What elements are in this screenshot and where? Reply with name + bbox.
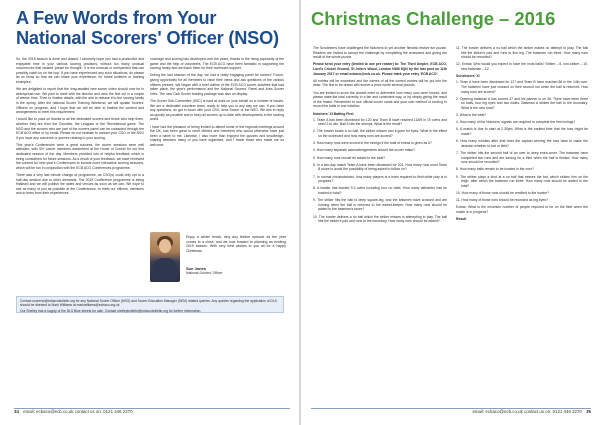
question: 3. What is the total? (456, 113, 486, 118)
footer (311, 409, 591, 415)
paragraph: So, the 2018 season is done and dusted. I sincerely hope you had a productive and enjoyable time in your various scoring positions, without too many unusual occurrences that caused 'pause for thought'. It is the unusual or unexpected that can possibly catch us on the hop. If you have experienced any such situations, do please let us know so that we can share your experience, for future bulletins or training examples. (16, 57, 144, 84)
article-column-1 (16, 57, 144, 293)
question: 11. The bowler delivers a no ball which the striker makes no attempt to play. The ball hits the striker's pad and runs to fine-leg. The batsmen run three. How many runs should be recorded? (456, 46, 588, 60)
paragraph: This year's Conferences were a great success; the scorer sessions were well attended, with 40+ scorer members assembled at the Home of Cricket for our first dedicated session of the day. Members provided lots of helpful feedback which is being considered for future sessions. As a result of your feedback, we have reviewed the content for next year's Conferences to include more interactive scoring sessions, which will be run in conjunction with the ECB ACO Conferences programme. (16, 142, 144, 170)
photo-body (153, 258, 177, 282)
challenge-column-1 (313, 46, 447, 376)
paragraph: All entries will be examined and the names of all the correct entries will be put into the draw. The first to be drawn will receive a prize worth several pounds. (313, 78, 447, 88)
question: 6. How many minutes after that does the captain winning the toss have to make the decision whether to bat or field? (456, 139, 588, 148)
paragraph: The Scrutineers have challenged the Notchers to yet another fiendish festive fun puzzle. Readers are invited to accept the challenge by completing the crossword and giving the result of the whole puzzle. (313, 46, 447, 60)
paragraph: We are delighted to report that the long-awaited new scorer video should now be in widespread use. We plan to meet with the director and view the first cut in a couple of weeks' time. Then to finalise details, with the aim to release it to the scoring family in the spring. After the national Scorer Training Weekend, we will update Scorers' Officers on progress, and I hope that we will be able to finalise the content and arrangements to meet this requirement. (16, 87, 144, 115)
footer-contact: email: ecbaco@ecb.co.uk contact us on: 0121 446 2270 (23, 409, 133, 414)
page-number: 34 (14, 409, 19, 414)
question: 5. A match is due to start at 2.30pm. What is the earliest time that the toss might be made? (456, 127, 588, 137)
question: 10. The bowler delivers a no ball which the striker misses in attempting to play. The ball hits the striker's pad and runs to the boundary. How many runs should be added? (313, 214, 447, 224)
section-heading: Notchers' XI Batting First (313, 111, 354, 116)
paragraph: Please send your entry (limited to one per reader) to: The Third Umpire, ECB ACO, Lord's Cricket Ground, St John's Wood, London NW8 8QN by the last post on 11th January 2017 or email ecbaco@ecb.co.uk. Please mark your entry 'ECB ACO'. (313, 62, 447, 76)
question: 11. How many of those runs should be recorded as leg byes? (456, 198, 548, 203)
question: 12. Extras: Who would you expect to have the most balls? Striker – 8, non-striker – 10, new batsman – 12. (456, 62, 588, 71)
challenge-column-2 (456, 46, 588, 376)
photo-face (159, 239, 171, 253)
paragraph: coverage and scoring has developed over the years, thanks to the rising popularity of the game and the help of volunteers. The ECB ACO have been fantastic in supporting the scoring family and we thank them for their continued support. (150, 57, 284, 71)
right-page (301, 0, 600, 425)
challenge-title: Christmas Challenge – 2016 (311, 8, 556, 29)
question: 3. How many runs were scored in the innings if the total of extras is given as 6? (313, 141, 432, 146)
question: 7. In normal circumstances, how many players is a team required to field while play is in progress? (313, 174, 447, 184)
question: 8. A bowler has bowled 9.3 overs including four no balls. How many deliveries has he bowled in total? (313, 186, 447, 195)
footer (14, 409, 290, 415)
question: 5. How many runs should be added to the total? (313, 155, 386, 160)
contact-line: Our Shelley has a supply of the DLS Blue sheets for sale. Contact shelleybulletin@ecbacobulletin.org for further information. (20, 308, 202, 313)
question: 10. How many of those runs should be credited to the bowler? (456, 190, 550, 195)
article-column-2 (150, 57, 284, 227)
question: 4. How many separate acknowledgements should the scorer make? (313, 148, 415, 153)
question: 8. How many balls remain to be bowled in the over? (456, 167, 534, 172)
signature-role: National Scorers' Officer (186, 271, 223, 275)
author-photo (150, 232, 180, 282)
result-label: Result (456, 217, 467, 222)
paragraph: The Scorer Sub-Committee (SSC) is hard at work on your behalf on a number of issues. We are a dedicated volunteer team, ready to help you in any way we can. If you have any questions, do get in touch with your CSO, Area Scorer or the NSO. We aim to reply as quickly as possible and to keep all scorers up to date with developments in the scoring world. (150, 98, 284, 122)
paragraph: I would like to pass on thanks to all the dedicated scorers and those who help them, whether they are from the Counties, the Leagues or the Recreational game. The NSO and the scorers who are part of the scorers panel can be contacted through the ECB ACO office or by email. Please do not hesitate to contact your CSO or the NSO if you have any concerns or queries relating to your scoring. (16, 117, 144, 140)
tiebreak-question: Extras: What is the minimum number of people required to be on the field when the match is in progress? (456, 205, 588, 214)
section-heading: Scrutineers' XI (456, 74, 480, 79)
question: 9. The striker plays a shot at a no ball that misses the bat, which strikes him on the thigh, after which the batsmen run three. How many runs should be added to the total? (456, 174, 588, 188)
question: 2. The bowler bowls a no ball, the striker misses and it goes for byes. What is the effect on the scorecard and how many runs are scored? (313, 129, 447, 139)
question: 9. The striker hits the ball to deep square-leg, and the batsmen have crossed and are running when the ball is returned to the wicket-keeper. How many runs should be added to the batsman's score? (313, 198, 447, 212)
footer-contact: email: ecbaco@ecb.co.uk contact us on: 0121 446 2270 (472, 409, 582, 414)
paragraph: You are invited to score the closest order to determine how many runs were scored, and please state the total correctly in a fair and consistent way, or by simply giving the result of the match. Remember to use official scorer cards and your own method of scoring to record the balls in one notation. (313, 90, 447, 109)
question: 2. Opening batsman A has scored 47 and his partner is on 36. There have been three no balls, four leg byes and two wides. Batsman A strikes the ball to the boundary. What is the new total? (456, 96, 588, 110)
question: 1. Team A have been dismissed for 127 and Team B have reached 86 in the 14th over. The batsmen have just crossed on their second run when the ball is returned. How many runs are scored? (456, 80, 588, 94)
contact-line: Contact scorerss@ecbacobulletin.org for any National Scorer Officer (NSO) and Scorer Education Manager (SEM) related queries. Any queries regarding the application of DLS should be directed to Mark Williams at markwilliams@ecbaco.org.uk (20, 299, 277, 308)
signature-name: Sue Jones (186, 266, 207, 271)
paragraph: There was a very last minute change of programme, as CSO(s) could only opt to a half-day session due to other demands. The 2019 Conference programme is being finalised and we will publish the dates and venues as soon as we can. We hope to see as many of you as possible at the Conferences, to meet our officers, members and to learn from their experiences. (16, 173, 144, 196)
article-title: A Few Words from Your National Scorers' Officer (NSO) (16, 8, 279, 48)
contact-info-box (16, 296, 284, 313)
closing-message: Enjoy a winter break, why any festive episode as the year comes to a close, and we look forward to planning an exciting 2019 season. With very best wishes to you all for a happy Christmas. (186, 235, 286, 253)
paragraph: I have had the pleasure of being invited to attend some of the regional meetings around the UK, has been great to meet officers and members who would otherwise have just been a name to me. Likewise, I also more than enjoyed the quizzes and knowledge-sharing sessions many of you have organised, and I thank those who made me so welcome. (150, 124, 284, 147)
page-number: 35 (586, 409, 591, 414)
question: 4. How many of the Notchers' signals are required to complete the first innings? (456, 120, 576, 125)
question: 6. In a two-day match Team A have been dismissed for 201. How many runs must Team B score to avoid the possibility of being asked to follow on? (313, 162, 447, 172)
question: 1. Team A has been dismissed for 120 and Team B have reached 118/9 in 19 overs and need 3 to win. Ball 6 hits the stumps; What is the result? (313, 117, 447, 127)
question: 7. The striker hits the second ball of an over to deep extra-cover. The batsmen have completed two runs and are turning for a third when the ball is fielded. How many runs should be recorded? (456, 151, 588, 165)
paragraph: During the last session of the day, we had a really engaging panel for scorers' Forum, giving opportunity for all members to raise their views and ask questions of the various officers present. We began with a brief outline of the ECB ACO scorer activities that had taken place, the year's performance and the National Scorers' Panel and Area Scorer roles. The new Club Scorer training package was also on display. (150, 73, 284, 96)
